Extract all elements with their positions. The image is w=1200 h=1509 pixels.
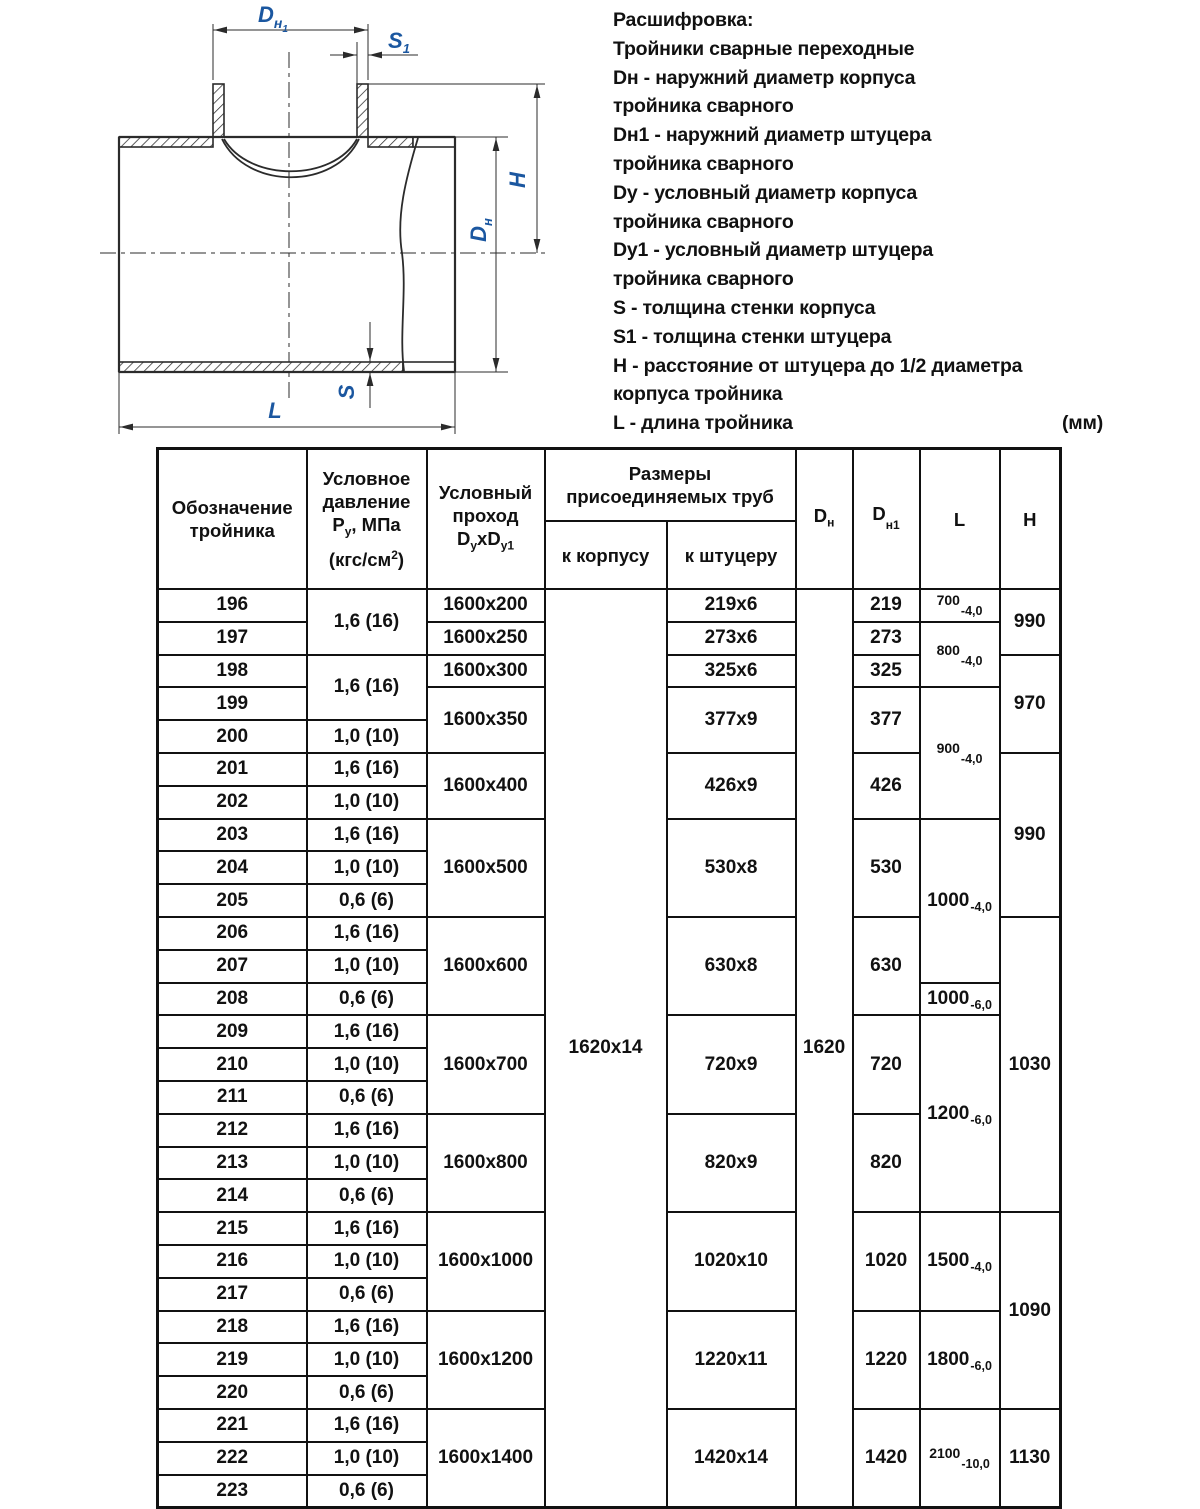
cell-pipe-to-branch: 273x6 <box>667 622 796 655</box>
cell-passage: 1600x1400 <box>427 1409 545 1508</box>
legend-line: Dн1 - наружний диаметр штуцера <box>613 124 932 147</box>
cell-code: 198 <box>158 655 307 688</box>
cell-pressure: 1,6 (16) <box>307 1212 427 1245</box>
cell-pipe-to-branch: 630x8 <box>667 917 796 1015</box>
cell-code: 210 <box>158 1048 307 1081</box>
cell-pressure: 1,6 (16) <box>307 1409 427 1442</box>
cell-code: 212 <box>158 1114 307 1147</box>
cell-pressure: 0,6 (6) <box>307 1278 427 1311</box>
col-header-to-branch: к штуцеру <box>667 521 796 589</box>
cell-code: 197 <box>158 622 307 655</box>
cell-code: 217 <box>158 1278 307 1311</box>
cell-passage: 1600x800 <box>427 1114 545 1212</box>
col-header-passage: Условный проход $D_уxD_{у1}$ <box>427 449 545 590</box>
cell-passage: 1600x400 <box>427 753 545 819</box>
cell-code: 218 <box>158 1311 307 1344</box>
cell-dn1: 377 <box>853 687 920 753</box>
cell-pressure: 1,6 (16) <box>307 589 427 655</box>
legend-line: S1 - толщина стенки штуцера <box>613 325 892 348</box>
cell-dn1: 720 <box>853 1015 920 1113</box>
body-top-wall-right <box>368 137 413 147</box>
cell-pipe-to-branch: 325x6 <box>667 655 796 688</box>
cell-passage: 1600x600 <box>427 917 545 1015</box>
cell-height: 1130 <box>1000 1409 1061 1508</box>
cell-code: 202 <box>158 786 307 819</box>
cell-pressure: 1,0 (10) <box>307 1147 427 1180</box>
label-s: S <box>334 384 359 400</box>
cell-pipe-to-branch: 720x9 <box>667 1015 796 1113</box>
cell-pipe-to-branch: 1020x10 <box>667 1212 796 1310</box>
cell-pressure: 1,0 (10) <box>307 786 427 819</box>
body-bottom-wall <box>119 362 403 372</box>
cell-passage: 1600x300 <box>427 655 545 688</box>
spec-table <box>156 447 1062 1509</box>
cell-pressure: 0,6 (6) <box>307 884 427 917</box>
label-h: H <box>505 172 530 188</box>
cell-code: 209 <box>158 1015 307 1048</box>
cell-pressure: 1,6 (16) <box>307 1114 427 1147</box>
body-top-wall-left <box>119 137 213 147</box>
cell-passage: 1600x1200 <box>427 1311 545 1409</box>
cell-pressure: 1,6 (16) <box>307 819 427 852</box>
legend-last-line <box>613 409 1103 438</box>
cell-passage: 1600x700 <box>427 1015 545 1113</box>
cell-dn1: 325 <box>853 655 920 688</box>
cell-pipe-to-branch: 820x9 <box>667 1114 796 1212</box>
legend-line: Тройники сварные переходные <box>613 37 915 60</box>
cell-dn1: 1420 <box>853 1409 920 1508</box>
cell-pressure: 1,6 (16) <box>307 1311 427 1344</box>
legend-line: S - толщина стенки корпуса <box>613 296 876 319</box>
cell-dn1: 219 <box>853 589 920 622</box>
arrow-s-down <box>367 348 374 361</box>
cell-pressure: 1,6 (16) <box>307 1015 427 1048</box>
cell-pipe-to-branch: 377x9 <box>667 687 796 753</box>
arrow-dn1-right <box>354 27 367 34</box>
units-note: (мм) <box>1061 412 1103 435</box>
col-header-dn1: $D_{н1}$ <box>853 449 920 590</box>
cell-passage: 1600x500 <box>427 819 545 917</box>
cell-passage: 1600x250 <box>427 622 545 655</box>
cell-passage: 1600x1000 <box>427 1212 545 1310</box>
col-header-designation: Обозначение тройника <box>158 449 307 590</box>
cell-code: 199 <box>158 687 307 720</box>
col-header-to-body: к корпусу <box>545 521 667 589</box>
cell-length: $1200_{-6,0}$ <box>920 1015 1000 1212</box>
cell-code: 200 <box>158 720 307 753</box>
legend-line: тройника сварного <box>613 268 794 291</box>
cell-code: 205 <box>158 884 307 917</box>
cell-length: $^{900}_{-4,0}$ <box>920 687 1000 818</box>
cell-code: 211 <box>158 1081 307 1114</box>
label-dn1: $D_н1$ <box>258 2 288 35</box>
cell-length: $^{700}_{-4,0}$ <box>920 589 1000 622</box>
arrow-s-up <box>367 373 374 386</box>
branch-right-wall <box>357 84 368 137</box>
cell-pipe-to-branch: 219x6 <box>667 589 796 622</box>
cell-pressure: 0,6 (6) <box>307 983 427 1016</box>
arrow-dn-top <box>493 138 500 151</box>
cell-code: 214 <box>158 1179 307 1212</box>
cell-pressure: 1,0 (10) <box>307 1048 427 1081</box>
legend-line: H - расстояние от штуцера до 1/2 диаметра <box>613 354 1023 377</box>
legend-line: L - длина тройника <box>613 412 793 435</box>
cell-length: $^{800}_{-4,0}$ <box>920 622 1000 688</box>
legend-line: Dy - условный диаметр корпуса <box>613 181 918 204</box>
cell-pressure: 1,0 (10) <box>307 851 427 884</box>
cell-pressure: 0,6 (6) <box>307 1376 427 1409</box>
arrow-l-left <box>120 424 133 431</box>
col-header-pipe-sizes: Размеры присоединяемых труб <box>545 449 796 522</box>
break-line <box>400 138 418 371</box>
label-l: L <box>268 398 282 423</box>
table-row <box>158 589 1061 622</box>
cell-code: 204 <box>158 851 307 884</box>
cell-pressure: 1,6 (16) <box>307 655 427 721</box>
cell-height: 1090 <box>1000 1212 1061 1409</box>
cell-pipe-to-body: 1620x14 <box>545 589 667 1508</box>
cell-pipe-to-branch: 530x8 <box>667 819 796 917</box>
arrow-h-bottom <box>534 239 541 252</box>
cell-code: 221 <box>158 1409 307 1442</box>
cell-length: $^{2100}_{-10,0}$ <box>920 1409 1000 1508</box>
col-header-h: H <box>1000 449 1061 590</box>
cell-code: 219 <box>158 1343 307 1376</box>
cell-dn: 1620 <box>796 589 853 1508</box>
cell-code: 222 <box>158 1442 307 1475</box>
cell-height: 990 <box>1000 753 1061 917</box>
cell-length: $1000_{-4,0}$ <box>920 819 1000 983</box>
legend-line: тройника сварного <box>613 95 794 118</box>
cell-dn1: 273 <box>853 622 920 655</box>
cell-pressure: 1,6 (16) <box>307 753 427 786</box>
cell-pressure: 0,6 (6) <box>307 1081 427 1114</box>
cell-code: 201 <box>158 753 307 786</box>
cell-passage: 1600x200 <box>427 589 545 622</box>
cell-pressure: 1,0 (10) <box>307 1245 427 1278</box>
legend-line: Dy1 - условный диаметр штуцера <box>613 239 933 262</box>
cell-dn1: 530 <box>853 819 920 917</box>
body-top-wall-after-break <box>413 137 455 147</box>
arrow-dn1-left <box>214 27 227 34</box>
cell-length: $1500_{-4,0}$ <box>920 1212 1000 1310</box>
cell-pressure: 0,6 (6) <box>307 1475 427 1508</box>
cell-dn1: 1020 <box>853 1212 920 1310</box>
col-header-dn: $D_н$ <box>796 449 853 590</box>
legend-line: тройника сварного <box>613 210 794 233</box>
cell-length: $1000_{-6,0}$ <box>920 983 1000 1016</box>
cell-code: 207 <box>158 950 307 983</box>
saddle-arc-inner <box>224 139 357 171</box>
cell-code: 220 <box>158 1376 307 1409</box>
cell-pressure: 1,6 (16) <box>307 917 427 950</box>
col-header-pressure: Условное давление $P_у$, МПа $(кгс/см^2)$ <box>307 449 427 590</box>
cell-code: 206 <box>158 917 307 950</box>
tee-technical-drawing <box>0 0 600 447</box>
legend-line: корпуса тройника <box>613 383 783 406</box>
branch-left-wall <box>213 84 224 137</box>
cell-passage: 1600x350 <box>427 687 545 753</box>
cell-pressure: 1,0 (10) <box>307 1343 427 1376</box>
cell-pipe-to-branch: 1220x11 <box>667 1311 796 1409</box>
cell-pipe-to-branch: 426x9 <box>667 753 796 819</box>
arrow-l-right <box>441 424 454 431</box>
cell-dn1: 426 <box>853 753 920 819</box>
cell-dn1: 1220 <box>853 1311 920 1409</box>
cell-code: 215 <box>158 1212 307 1245</box>
cell-pipe-to-branch: 1420x14 <box>667 1409 796 1508</box>
arrow-h-top <box>534 85 541 98</box>
arrow-s1-right <box>369 52 382 59</box>
cell-pressure: 1,0 (10) <box>307 950 427 983</box>
cell-dn1: 630 <box>853 917 920 1015</box>
cell-code: 203 <box>158 819 307 852</box>
cell-code: 196 <box>158 589 307 622</box>
legend-line: Dн - наружний диаметр корпуса <box>613 66 916 89</box>
cell-height: 1030 <box>1000 917 1061 1212</box>
col-header-l: L <box>920 449 1000 590</box>
cell-pressure: 1,0 (10) <box>307 1442 427 1475</box>
legend <box>613 6 1103 438</box>
arrow-dn-bottom <box>493 358 500 371</box>
cell-length: $1800_{-6,0}$ <box>920 1311 1000 1409</box>
arrow-s1-left <box>343 52 356 59</box>
cell-height: 970 <box>1000 655 1061 753</box>
cell-pressure: 0,6 (6) <box>307 1179 427 1212</box>
label-s1: $S_1$ <box>388 28 410 56</box>
cell-code: 208 <box>158 983 307 1016</box>
body-bottom-wall-after-break <box>403 362 455 372</box>
cell-pressure: 1,0 (10) <box>307 720 427 753</box>
cell-dn1: 820 <box>853 1114 920 1212</box>
legend-line: Расшифровка: <box>613 9 754 31</box>
legend-line: тройника сварного <box>613 152 794 175</box>
cell-height: 990 <box>1000 589 1061 655</box>
label-dn: $D_н$ <box>466 218 495 242</box>
cell-code: 213 <box>158 1147 307 1180</box>
cell-code: 223 <box>158 1475 307 1508</box>
cell-code: 216 <box>158 1245 307 1278</box>
